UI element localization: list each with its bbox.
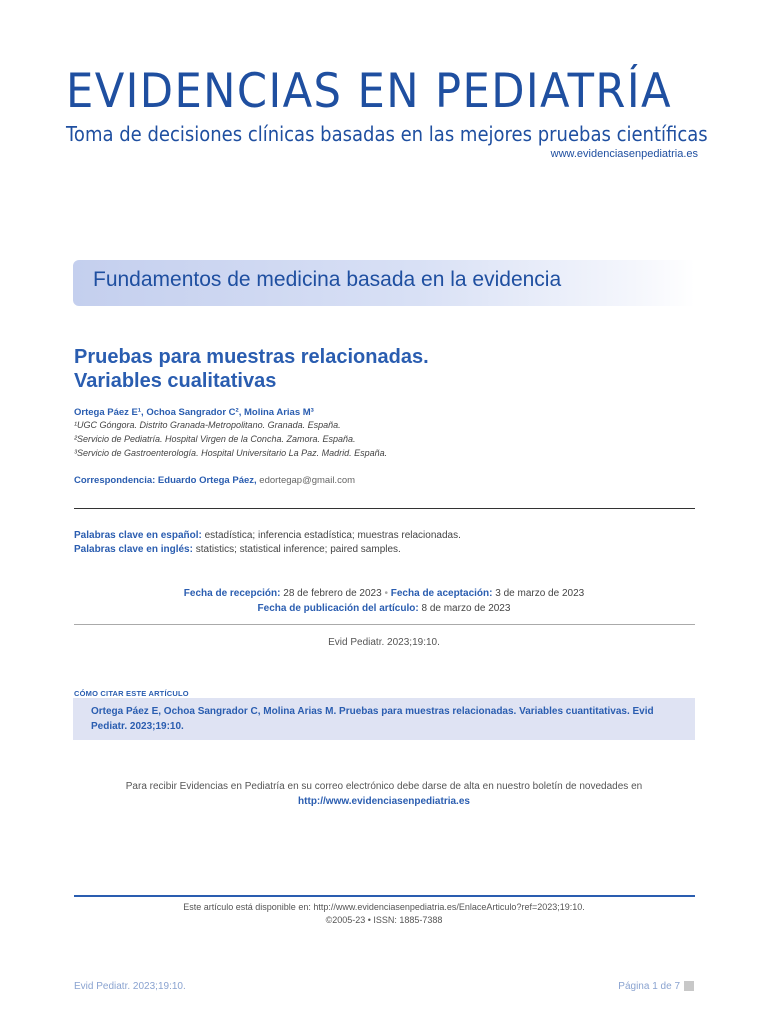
journal-subtitle: Toma de decisiones clínicas basadas en las mejores pruebas científicas bbox=[66, 122, 708, 146]
page-number: Página 1 de 7 bbox=[618, 981, 680, 992]
section-banner bbox=[73, 260, 695, 306]
affiliation-2: ²Servicio de Pediatría. Hospital Virgen de la Concha. Zamora. España. bbox=[74, 434, 356, 444]
bullet-separator: • bbox=[384, 588, 388, 599]
availability-note: Este artículo está disponible en: http://www.evidenciasenpediatria.es/EnlaceArticulo?ref=2023;19:10. bbox=[183, 902, 585, 912]
how-to-cite-heading: CÓMO CITAR ESTE ARTÍCULO bbox=[74, 689, 189, 698]
keywords-english-value: statistics; statistical inference; paired samples. bbox=[195, 544, 401, 555]
footer-divider bbox=[74, 895, 695, 897]
page-marker-square bbox=[684, 981, 694, 991]
accepted-label: Fecha de aceptación: bbox=[390, 588, 493, 599]
article-title bbox=[74, 345, 429, 393]
article-title-line-2: Variables cualitativas bbox=[74, 370, 277, 392]
keywords-spanish-value: estadística; inferencia estadística; muestras relacionadas. bbox=[204, 530, 461, 541]
journal-title: EVIDENCIAS EN PEDIATRÍA bbox=[66, 64, 672, 119]
how-to-cite-text: Ortega Páez E, Ochoa Sangrador C, Molina Arias M. Pruebas para muestras relacionadas. Variables cuantitativas. Evid Pediatr. 2023;19:10. bbox=[91, 706, 654, 732]
keywords-english bbox=[74, 544, 401, 555]
article-title-line-1: Pruebas para muestras relacionadas. bbox=[74, 346, 429, 368]
dates-line-2 bbox=[0, 603, 768, 614]
copyright-note: ©2005-23 • ISSN: 1885-7388 bbox=[325, 915, 443, 925]
correspondence-email[interactable]: edortegap@gmail.com bbox=[259, 475, 356, 486]
keywords-spanish-label: Palabras clave en español: bbox=[74, 530, 202, 541]
keywords-english-label: Palabras clave en inglés: bbox=[74, 544, 193, 555]
section-title: Fundamentos de medicina basada en la evidencia bbox=[93, 268, 562, 291]
correspondence bbox=[74, 475, 355, 486]
keywords-spanish bbox=[74, 530, 461, 541]
affiliation-3: ³Servicio de Gastroenterología. Hospital Universitario La Paz. Madrid. España. bbox=[74, 448, 388, 458]
dates-line-1 bbox=[0, 588, 768, 599]
how-to-cite-box bbox=[73, 698, 695, 740]
correspondence-label: Correspondencia: Eduardo Ortega Páez, bbox=[74, 475, 257, 486]
divider-light bbox=[74, 624, 695, 625]
author-list: Ortega Páez E¹, Ochoa Sangrador C², Molina Arias M³ bbox=[74, 407, 314, 418]
footer-citation: Evid Pediatr. 2023;19:10. bbox=[74, 981, 186, 992]
citation-reference: Evid Pediatr. 2023;19:10. bbox=[328, 637, 440, 648]
received-date: 28 de febrero de 2023 bbox=[283, 588, 382, 599]
affiliation-1: ¹UGC Góngora. Distrito Granada-Metropolitano. Granada. España. bbox=[74, 420, 341, 430]
received-label: Fecha de recepción: bbox=[183, 588, 281, 599]
published-date: 8 de marzo de 2023 bbox=[421, 603, 511, 614]
journal-url-link[interactable]: www.evidenciasenpediatria.es bbox=[550, 148, 698, 160]
newsletter-link[interactable]: http://www.evidenciasenpediatria.es bbox=[298, 796, 470, 807]
divider bbox=[74, 508, 695, 509]
newsletter-text: Para recibir Evidencias en Pediatría en su correo electrónico debe darse de alta en nuestro boletín de novedades en bbox=[125, 781, 643, 792]
accepted-date: 3 de marzo de 2023 bbox=[495, 588, 585, 599]
published-label: Fecha de publicación del artículo: bbox=[257, 603, 419, 614]
